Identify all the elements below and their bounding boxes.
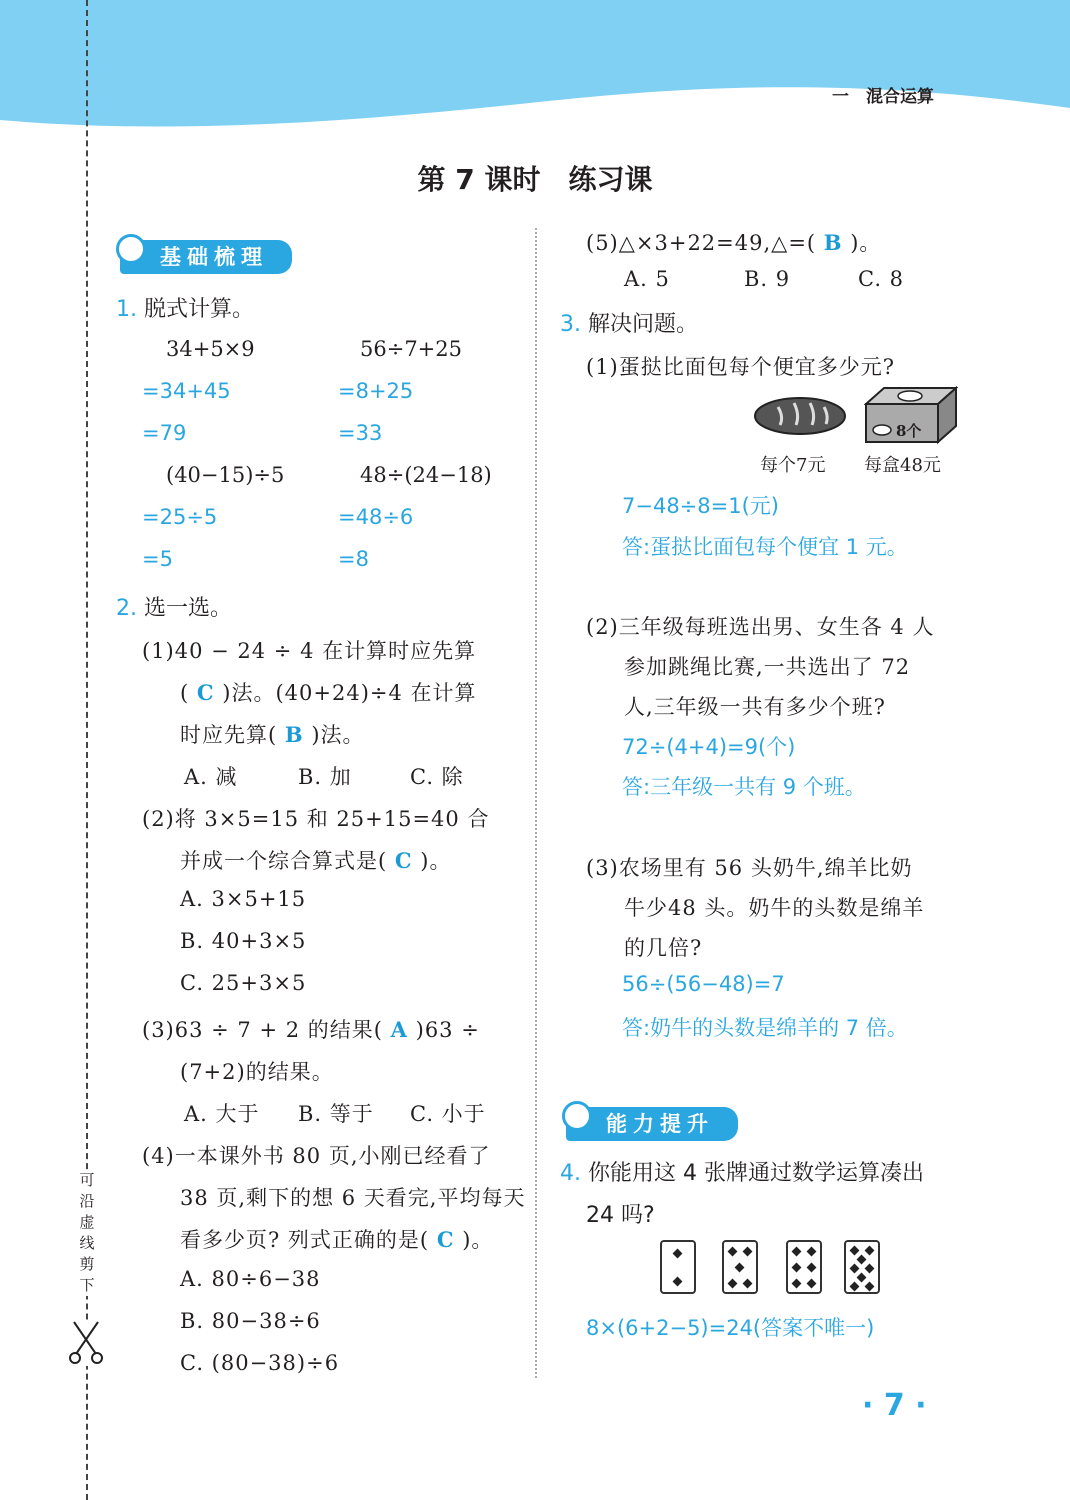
- option: C. 小于: [410, 1102, 486, 1126]
- q1-expr: (40−15)÷5: [166, 463, 285, 487]
- box-caption: 每盒48元: [864, 455, 941, 476]
- q1-step: =5: [142, 547, 173, 571]
- q2-4-line: 看多少页? 列式正确的是( C )。: [180, 1227, 494, 1252]
- column-divider: [535, 228, 537, 1378]
- q1-step: =8+25: [338, 379, 414, 403]
- playing-card-6: [786, 1240, 822, 1294]
- q2-4-line: (4)一本课外书 80 页,小刚已经看了: [142, 1144, 491, 1168]
- option: A. 3×5+15: [180, 887, 307, 911]
- q1-step: =48÷6: [338, 505, 414, 529]
- q3-3-calc: 56÷(56−48)=7: [622, 972, 785, 996]
- q2-1-line: (1)40 − 24 ÷ 4 在计算时应先算: [142, 639, 477, 663]
- clock-icon: [116, 234, 146, 264]
- page-number: · 7 ·: [862, 1388, 927, 1423]
- q2-4-line: 38 页,剩下的想 6 天看完,平均每天: [180, 1186, 526, 1210]
- playing-card-2: [660, 1240, 696, 1294]
- bread-icon: [752, 393, 848, 437]
- option: C. (80−38)÷6: [180, 1351, 340, 1375]
- option: B. 9: [744, 267, 791, 291]
- option: B. 加: [298, 765, 352, 789]
- q3-2-calc: 72÷(4+4)=9(个): [622, 735, 796, 759]
- q2-3-line: (7+2)的结果。: [180, 1060, 334, 1084]
- option: C. 8: [858, 267, 905, 291]
- page-title: 第 7 课时 练习课: [417, 163, 653, 196]
- q2-3-line: (3)63 ÷ 7 + 2 的结果( A )63 ÷: [142, 1017, 480, 1042]
- option: A. 减: [184, 765, 238, 789]
- q1-step: =8: [338, 547, 369, 571]
- q3-1-calc: 7−48÷8=1(元): [622, 494, 779, 518]
- option: C. 除: [410, 765, 464, 789]
- bread-caption: 每个7元: [760, 455, 826, 476]
- q3-2-line: 参加跳绳比赛,一共选出了 72: [624, 655, 911, 679]
- q1-expr: 48÷(24−18): [360, 463, 492, 487]
- option: A. 5: [624, 267, 670, 291]
- option: A. 80÷6−38: [180, 1267, 321, 1291]
- q2-2-line: (2)将 3×5=15 和 25+15=40 合: [142, 807, 490, 831]
- margin-note: 可 沿 虚 线 剪 下: [77, 1170, 97, 1296]
- q3-3-line: 的几倍?: [624, 936, 703, 960]
- option: A. 大于: [184, 1102, 260, 1126]
- q3-1-question: (1)蛋挞比面包每个便宜多少元?: [586, 355, 896, 379]
- chapter-label: 一 混合运算: [832, 87, 934, 107]
- option: B. 40+3×5: [180, 929, 307, 953]
- q1-step: =79: [142, 421, 187, 445]
- q1-step: =33: [338, 421, 383, 445]
- option: B. 80−38÷6: [180, 1309, 321, 1333]
- box-label: 8个: [896, 422, 922, 440]
- q2-1-line: ( C )法。(40+24)÷4 在计算: [180, 680, 477, 705]
- q3-3-answer: 答:奶牛的头数是绵羊的 7 倍。: [622, 1016, 908, 1040]
- q3-2-answer: 答:三年级一共有 9 个班。: [622, 775, 866, 799]
- q2-5-line: (5)△×3+22=49,△=( B )。: [586, 230, 882, 255]
- clock-icon: [562, 1101, 592, 1131]
- q3-3-line: (3)农场里有 56 头奶牛,绵羊比奶: [586, 856, 913, 880]
- section-badge-advanced: 能力提升: [566, 1107, 738, 1141]
- q3-1-answer: 答:蛋挞比面包每个便宜 1 元。: [622, 535, 908, 559]
- section-badge-basic: 基础梳理: [120, 240, 292, 274]
- option: C. 25+3×5: [180, 971, 307, 995]
- playing-card-8: [844, 1240, 880, 1294]
- playing-card-5: [722, 1240, 758, 1294]
- q3-2-line: 人,三年级一共有多少个班?: [624, 695, 886, 719]
- question-3: 3. 解决问题。: [560, 312, 699, 337]
- q4-answer: 8×(6+2−5)=24(答案不唯一): [586, 1316, 875, 1340]
- question-4: 4. 你能用这 4 张牌通过数学运算凑出: [560, 1161, 924, 1186]
- scissors-icon: [68, 1320, 104, 1366]
- header-wave: [0, 0, 1070, 140]
- q1-step: =34+45: [142, 379, 231, 403]
- q2-2-line: 并成一个综合算式是( C )。: [180, 848, 452, 873]
- q1-step: =25÷5: [142, 505, 218, 529]
- q1-expr: 56÷7+25: [360, 337, 462, 361]
- option: B. 等于: [298, 1102, 374, 1126]
- q3-2-line: (2)三年级每班选出男、女生各 4 人: [586, 615, 935, 639]
- question-2: 2. 选一选。: [116, 596, 233, 621]
- question-4-line: 24 吗?: [586, 1203, 655, 1228]
- q3-3-line: 牛少48 头。奶牛的头数是绵羊: [624, 896, 925, 920]
- question-1: 1. 脱式计算。: [116, 297, 255, 322]
- q1-expr: 34+5×9: [166, 337, 255, 361]
- q2-1-line: 时应先算( B )法。: [180, 722, 365, 747]
